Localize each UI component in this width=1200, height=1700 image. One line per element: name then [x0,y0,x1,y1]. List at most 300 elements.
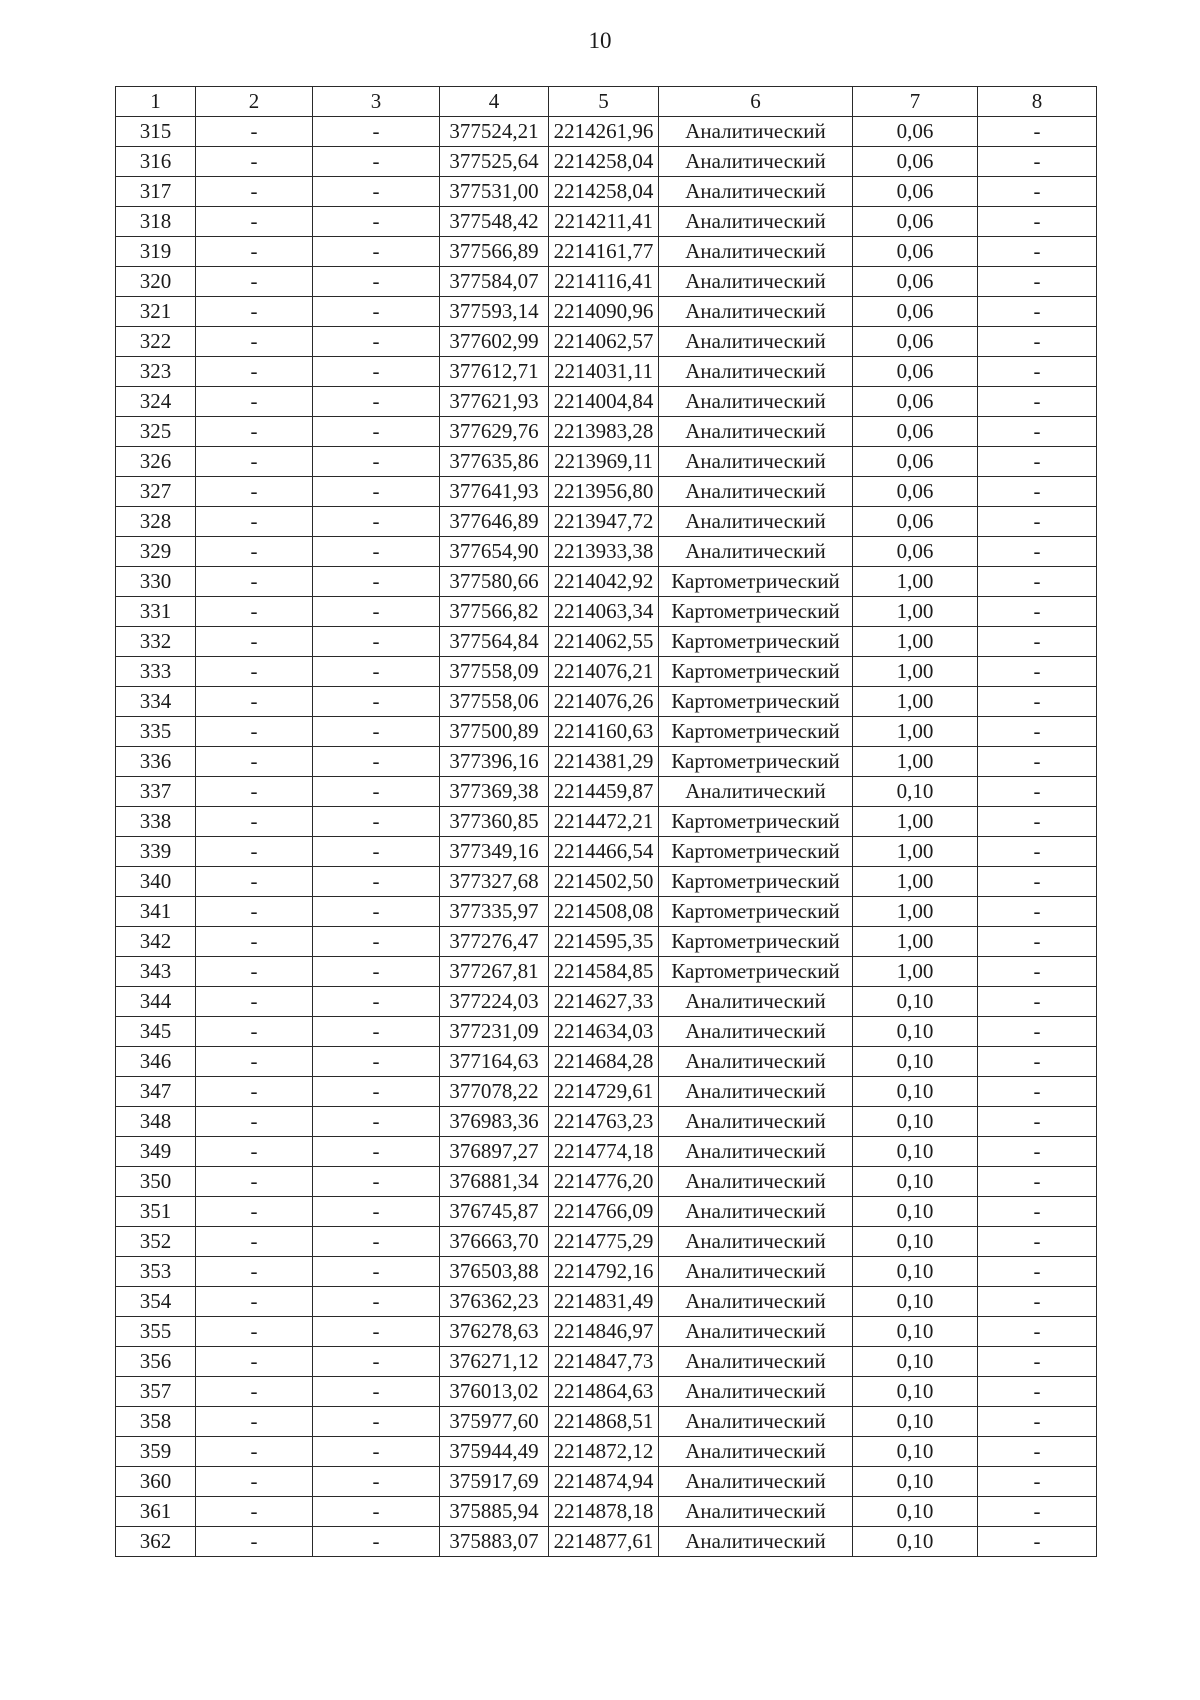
col3-cell: - [313,987,440,1017]
col3-cell: - [313,147,440,177]
table-row [116,957,1097,987]
x-coordinate-cell: 377629,76 [440,417,549,447]
accuracy-cell: 0,10 [853,1407,978,1437]
table-body [116,87,1097,1557]
x-coordinate-cell: 377369,38 [440,777,549,807]
col8-cell: - [978,747,1097,777]
column-header: 3 [313,87,440,117]
table-row [116,1467,1097,1497]
table-row [116,987,1097,1017]
accuracy-cell: 1,00 [853,897,978,927]
y-coordinate-cell: 2214868,51 [549,1407,659,1437]
x-coordinate-cell: 377276,47 [440,927,549,957]
table-row [116,1407,1097,1437]
y-coordinate-cell: 2213969,11 [549,447,659,477]
point-number-cell: 330 [116,567,196,597]
col2-cell: - [196,1317,313,1347]
col2-cell: - [196,237,313,267]
method-cell: Аналитический [659,1017,853,1047]
point-number-cell: 322 [116,327,196,357]
x-coordinate-cell: 377078,22 [440,1077,549,1107]
method-cell: Аналитический [659,477,853,507]
x-coordinate-cell: 377327,68 [440,867,549,897]
y-coordinate-cell: 2214847,73 [549,1347,659,1377]
method-cell: Аналитический [659,1077,853,1107]
accuracy-cell: 0,06 [853,327,978,357]
accuracy-cell: 1,00 [853,687,978,717]
col3-cell: - [313,777,440,807]
x-coordinate-cell: 377349,16 [440,837,549,867]
point-number-cell: 351 [116,1197,196,1227]
point-number-cell: 356 [116,1347,196,1377]
col3-cell: - [313,747,440,777]
col2-cell: - [196,777,313,807]
accuracy-cell: 0,06 [853,297,978,327]
x-coordinate-cell: 375883,07 [440,1527,549,1557]
method-cell: Аналитический [659,1377,853,1407]
col8-cell: - [978,147,1097,177]
accuracy-cell: 0,06 [853,357,978,387]
col8-cell: - [978,177,1097,207]
y-coordinate-cell: 2214258,04 [549,147,659,177]
y-coordinate-cell: 2214258,04 [549,177,659,207]
col2-cell: - [196,1047,313,1077]
accuracy-cell: 0,10 [853,777,978,807]
accuracy-cell: 0,06 [853,147,978,177]
table-row [116,1437,1097,1467]
table-row [116,1197,1097,1227]
method-cell: Картометрический [659,837,853,867]
y-coordinate-cell: 2214766,09 [549,1197,659,1227]
col2-cell: - [196,717,313,747]
col8-cell: - [978,657,1097,687]
x-coordinate-cell: 376013,02 [440,1377,549,1407]
x-coordinate-cell: 377566,89 [440,237,549,267]
method-cell: Аналитический [659,1047,853,1077]
x-coordinate-cell: 376881,34 [440,1167,549,1197]
point-number-cell: 347 [116,1077,196,1107]
accuracy-cell: 0,10 [853,1437,978,1467]
point-number-cell: 333 [116,657,196,687]
x-coordinate-cell: 377612,71 [440,357,549,387]
y-coordinate-cell: 2214584,85 [549,957,659,987]
accuracy-cell: 0,06 [853,237,978,267]
col3-cell: - [313,1077,440,1107]
col3-cell: - [313,207,440,237]
method-cell: Аналитический [659,357,853,387]
col3-cell: - [313,687,440,717]
method-cell: Аналитический [659,1467,853,1497]
y-coordinate-cell: 2214116,41 [549,267,659,297]
col8-cell: - [978,1107,1097,1137]
point-number-cell: 325 [116,417,196,447]
x-coordinate-cell: 377558,06 [440,687,549,717]
col8-cell: - [978,867,1097,897]
y-coordinate-cell: 2214776,20 [549,1167,659,1197]
col2-cell: - [196,1077,313,1107]
method-cell: Аналитический [659,777,853,807]
point-number-cell: 320 [116,267,196,297]
x-coordinate-cell: 376278,63 [440,1317,549,1347]
col8-cell: - [978,1407,1097,1437]
table-row [116,567,1097,597]
point-number-cell: 354 [116,1287,196,1317]
y-coordinate-cell: 2214160,63 [549,717,659,747]
accuracy-cell: 0,10 [853,1227,978,1257]
point-number-cell: 349 [116,1137,196,1167]
accuracy-cell: 0,10 [853,1527,978,1557]
accuracy-cell: 0,10 [853,1287,978,1317]
point-number-cell: 342 [116,927,196,957]
table-row [116,117,1097,147]
col8-cell: - [978,1017,1097,1047]
method-cell: Аналитический [659,147,853,177]
table-row [116,1167,1097,1197]
y-coordinate-cell: 2214846,97 [549,1317,659,1347]
point-number-cell: 343 [116,957,196,987]
table-row [116,447,1097,477]
method-cell: Аналитический [659,237,853,267]
col3-cell: - [313,237,440,267]
table-row [116,237,1097,267]
accuracy-cell: 0,10 [853,1317,978,1347]
col2-cell: - [196,1407,313,1437]
method-cell: Аналитический [659,1527,853,1557]
table-row [116,1527,1097,1557]
accuracy-cell: 1,00 [853,657,978,687]
table-row [116,747,1097,777]
accuracy-cell: 1,00 [853,957,978,987]
y-coordinate-cell: 2214031,11 [549,357,659,387]
table-row [116,537,1097,567]
table-row [116,1047,1097,1077]
col8-cell: - [978,1467,1097,1497]
x-coordinate-cell: 376503,88 [440,1257,549,1287]
x-coordinate-cell: 376271,12 [440,1347,549,1377]
col8-cell: - [978,957,1097,987]
x-coordinate-cell: 377360,85 [440,807,549,837]
col3-cell: - [313,447,440,477]
table-row [116,1317,1097,1347]
method-cell: Аналитический [659,177,853,207]
accuracy-cell: 1,00 [853,567,978,597]
col8-cell: - [978,927,1097,957]
y-coordinate-cell: 2214864,63 [549,1377,659,1407]
method-cell: Картометрический [659,747,853,777]
point-number-cell: 321 [116,297,196,327]
y-coordinate-cell: 2214459,87 [549,777,659,807]
accuracy-cell: 0,10 [853,1467,978,1497]
point-number-cell: 329 [116,537,196,567]
accuracy-cell: 0,10 [853,1047,978,1077]
col3-cell: - [313,387,440,417]
col2-cell: - [196,297,313,327]
table-row [116,657,1097,687]
y-coordinate-cell: 2214877,61 [549,1527,659,1557]
y-coordinate-cell: 2214763,23 [549,1107,659,1137]
method-cell: Аналитический [659,1167,853,1197]
y-coordinate-cell: 2214792,16 [549,1257,659,1287]
x-coordinate-cell: 377621,93 [440,387,549,417]
table-row [116,597,1097,627]
column-header: 7 [853,87,978,117]
method-cell: Аналитический [659,1437,853,1467]
table-row [116,297,1097,327]
y-coordinate-cell: 2214684,28 [549,1047,659,1077]
point-number-cell: 350 [116,1167,196,1197]
x-coordinate-cell: 376362,23 [440,1287,549,1317]
col3-cell: - [313,717,440,747]
col8-cell: - [978,1287,1097,1317]
method-cell: Аналитический [659,1497,853,1527]
point-number-cell: 355 [116,1317,196,1347]
method-cell: Аналитический [659,447,853,477]
method-cell: Картометрический [659,687,853,717]
x-coordinate-cell: 377641,93 [440,477,549,507]
y-coordinate-cell: 2214502,50 [549,867,659,897]
col3-cell: - [313,177,440,207]
accuracy-cell: 0,06 [853,507,978,537]
col8-cell: - [978,387,1097,417]
method-cell: Картометрический [659,927,853,957]
x-coordinate-cell: 377602,99 [440,327,549,357]
col8-cell: - [978,207,1097,237]
col2-cell: - [196,1107,313,1137]
y-coordinate-cell: 2214062,55 [549,627,659,657]
col2-cell: - [196,837,313,867]
col3-cell: - [313,1497,440,1527]
col3-cell: - [313,1017,440,1047]
col2-cell: - [196,1347,313,1377]
point-number-cell: 339 [116,837,196,867]
point-number-cell: 352 [116,1227,196,1257]
x-coordinate-cell: 376663,70 [440,1227,549,1257]
y-coordinate-cell: 2214634,03 [549,1017,659,1047]
col3-cell: - [313,1467,440,1497]
table-row [116,627,1097,657]
method-cell: Аналитический [659,297,853,327]
column-header: 4 [440,87,549,117]
col2-cell: - [196,477,313,507]
col2-cell: - [196,957,313,987]
method-cell: Картометрический [659,897,853,927]
x-coordinate-cell: 377267,81 [440,957,549,987]
accuracy-cell: 0,06 [853,387,978,417]
x-coordinate-cell: 377164,63 [440,1047,549,1077]
col8-cell: - [978,1347,1097,1377]
point-number-cell: 338 [116,807,196,837]
col3-cell: - [313,807,440,837]
accuracy-cell: 0,10 [853,1137,978,1167]
y-coordinate-cell: 2214627,33 [549,987,659,1017]
col8-cell: - [978,1077,1097,1107]
point-number-cell: 359 [116,1437,196,1467]
x-coordinate-cell: 377500,89 [440,717,549,747]
col8-cell: - [978,297,1097,327]
col3-cell: - [313,417,440,447]
method-cell: Картометрический [659,957,853,987]
table-row [116,1137,1097,1167]
accuracy-cell: 0,06 [853,537,978,567]
col2-cell: - [196,897,313,927]
x-coordinate-cell: 376745,87 [440,1197,549,1227]
col8-cell: - [978,1527,1097,1557]
col3-cell: - [313,357,440,387]
col8-cell: - [978,507,1097,537]
col2-cell: - [196,1017,313,1047]
col2-cell: - [196,357,313,387]
col8-cell: - [978,897,1097,927]
method-cell: Картометрический [659,657,853,687]
y-coordinate-cell: 2214595,35 [549,927,659,957]
method-cell: Аналитический [659,1197,853,1227]
method-cell: Аналитический [659,267,853,297]
y-coordinate-cell: 2214831,49 [549,1287,659,1317]
col2-cell: - [196,387,313,417]
table-row [116,1497,1097,1527]
table-row [116,147,1097,177]
column-header: 6 [659,87,853,117]
x-coordinate-cell: 377646,89 [440,507,549,537]
y-coordinate-cell: 2214004,84 [549,387,659,417]
table-header-row [116,87,1097,117]
accuracy-cell: 0,10 [853,1347,978,1377]
method-cell: Аналитический [659,1227,853,1257]
page-number: 10 [588,28,612,53]
point-number-cell: 362 [116,1527,196,1557]
accuracy-cell: 1,00 [853,597,978,627]
y-coordinate-cell: 2214472,21 [549,807,659,837]
point-number-cell: 361 [116,1497,196,1527]
point-number-cell: 336 [116,747,196,777]
col3-cell: - [313,1317,440,1347]
y-coordinate-cell: 2214076,26 [549,687,659,717]
table-row [116,1107,1097,1137]
accuracy-cell: 1,00 [853,867,978,897]
col3-cell: - [313,1227,440,1257]
col3-cell: - [313,117,440,147]
table-row [116,327,1097,357]
point-number-cell: 345 [116,1017,196,1047]
y-coordinate-cell: 2214211,41 [549,207,659,237]
x-coordinate-cell: 375885,94 [440,1497,549,1527]
y-coordinate-cell: 2214874,94 [549,1467,659,1497]
method-cell: Аналитический [659,1317,853,1347]
table-row [116,417,1097,447]
col8-cell: - [978,777,1097,807]
col3-cell: - [313,627,440,657]
col8-cell: - [978,1227,1097,1257]
point-number-cell: 318 [116,207,196,237]
y-coordinate-cell: 2214508,08 [549,897,659,927]
point-number-cell: 317 [116,177,196,207]
method-cell: Аналитический [659,1347,853,1377]
accuracy-cell: 1,00 [853,807,978,837]
accuracy-cell: 0,06 [853,207,978,237]
col2-cell: - [196,807,313,837]
col2-cell: - [196,117,313,147]
col3-cell: - [313,267,440,297]
table-row [116,687,1097,717]
table-row [116,1287,1097,1317]
coordinates-table [115,86,1097,1557]
point-number-cell: 331 [116,597,196,627]
col2-cell: - [196,447,313,477]
method-cell: Картометрический [659,597,853,627]
col2-cell: - [196,417,313,447]
accuracy-cell: 1,00 [853,837,978,867]
y-coordinate-cell: 2213956,80 [549,477,659,507]
table-row [116,777,1097,807]
col3-cell: - [313,327,440,357]
col3-cell: - [313,1107,440,1137]
x-coordinate-cell: 377231,09 [440,1017,549,1047]
method-cell: Картометрический [659,867,853,897]
accuracy-cell: 0,06 [853,177,978,207]
col8-cell: - [978,987,1097,1017]
x-coordinate-cell: 376983,36 [440,1107,549,1137]
table-row [116,897,1097,927]
col3-cell: - [313,1287,440,1317]
col2-cell: - [196,1257,313,1287]
method-cell: Аналитический [659,537,853,567]
table-row [116,507,1097,537]
col3-cell: - [313,837,440,867]
col3-cell: - [313,1197,440,1227]
method-cell: Аналитический [659,117,853,147]
col8-cell: - [978,597,1097,627]
col3-cell: - [313,957,440,987]
col3-cell: - [313,1377,440,1407]
method-cell: Аналитический [659,1407,853,1437]
method-cell: Картометрический [659,807,853,837]
method-cell: Аналитический [659,1287,853,1317]
y-coordinate-cell: 2214729,61 [549,1077,659,1107]
point-number-cell: 316 [116,147,196,177]
col8-cell: - [978,627,1097,657]
col2-cell: - [196,207,313,237]
col8-cell: - [978,537,1097,567]
accuracy-cell: 0,10 [853,1497,978,1527]
table-row [116,1077,1097,1107]
table-row [116,1377,1097,1407]
col2-cell: - [196,657,313,687]
method-cell: Аналитический [659,1107,853,1137]
method-cell: Аналитический [659,1137,853,1167]
point-number-cell: 348 [116,1107,196,1137]
col8-cell: - [978,1497,1097,1527]
point-number-cell: 332 [116,627,196,657]
col8-cell: - [978,1167,1097,1197]
point-number-cell: 334 [116,687,196,717]
table-row [116,837,1097,867]
col8-cell: - [978,237,1097,267]
y-coordinate-cell: 2213933,38 [549,537,659,567]
col8-cell: - [978,1197,1097,1227]
col2-cell: - [196,1467,313,1497]
y-coordinate-cell: 2214161,77 [549,237,659,267]
point-number-cell: 360 [116,1467,196,1497]
col8-cell: - [978,837,1097,867]
table-row [116,717,1097,747]
col2-cell: - [196,747,313,777]
col8-cell: - [978,417,1097,447]
x-coordinate-cell: 377525,64 [440,147,549,177]
x-coordinate-cell: 377335,97 [440,897,549,927]
column-header: 5 [549,87,659,117]
col8-cell: - [978,717,1097,747]
col8-cell: - [978,1257,1097,1287]
